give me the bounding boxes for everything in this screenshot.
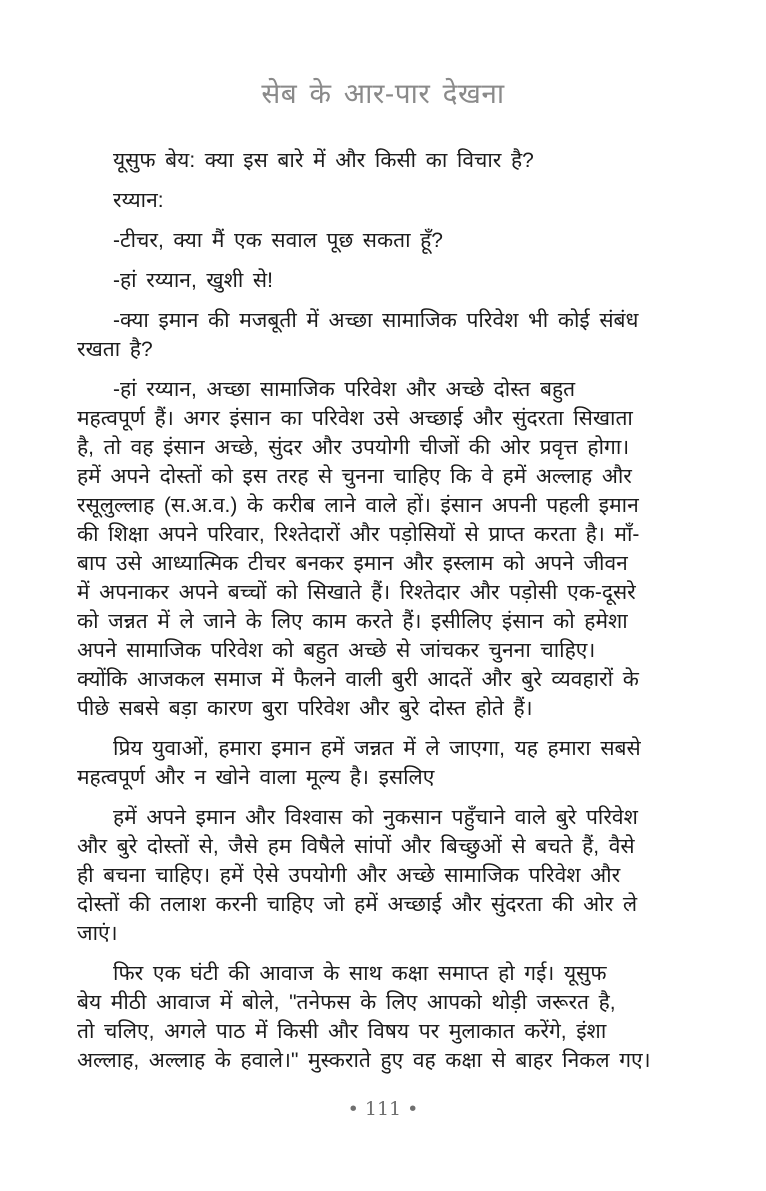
text-line: -क्या इमान की मजबूती में अच्छा सामाजिक परिवेश भी कोई संबंध	[113, 309, 639, 332]
text-line: में अपनाकर अपने बच्चों को सिखाते हैं। रिश्तेदार और पड़ोसी एक-दूसरे	[77, 581, 636, 604]
text-line: अल्लाह, अल्लाह के हवाले।" मुस्कराते हुए वह कक्षा से बाहर निकल गए।	[77, 1049, 651, 1072]
text-line: पीछे सबसे बड़ा कारण बुरा परिवेश और बुरे दोस्त होते हैं।	[77, 697, 533, 720]
text-line: क्योंकि आजकल समाज में फैलने वाली बुरी आदतें और बुरे व्यवहारों के	[77, 668, 639, 691]
paragraph	[77, 226, 689, 255]
text-line: को जन्नत में ले जाने के लिए काम करते हैं। इसीलिए इंसान को हमेशा	[77, 610, 628, 633]
text-line: महत्वपूर्ण और न खोने वाला मूल्य है। इसलिए	[77, 766, 435, 789]
paragraph	[77, 959, 689, 1075]
paragraph	[77, 306, 689, 364]
text-line: हमें अपने इमान और विश्वास को नुकसान पहुँचाने वाले बुरे परिवेश	[113, 806, 638, 829]
page-number: • 111 •	[347, 1098, 419, 1120]
text-line: हमें अपने दोस्तों को इस तरह से चुनना चाहिए कि वे हमें अल्लाह और	[77, 465, 632, 488]
text-line: दोस्तों की तलाश करनी चाहिए जो हमें अच्छाई और सुंदरता की ओर ले	[77, 893, 638, 916]
text-line: यूसुफ बेय: क्या इस बारे में और किसी का विचार है?	[113, 149, 534, 172]
text-line: प्रिय युवाओं, हमारा इमान हमें जन्नत में ले जाएगा, यह हमारा सबसे	[113, 737, 641, 760]
paragraph	[77, 375, 689, 723]
text-line: रसूलुल्लाह (स.अ.व.) के करीब लाने वाले हों। इंसान अपनी पहली इमान	[77, 494, 639, 517]
paragraph	[77, 803, 689, 948]
text-line: -टीचर, क्या मैं एक सवाल पूछ सकता हूँ?	[113, 229, 443, 252]
text-line: अपने सामाजिक परिवेश को बहुत अच्छे से जांचकर चुनना चाहिए।	[77, 639, 596, 662]
text-line: बेय मीठी आवाज में बोले, "तनेफस के लिए आपको थोड़ी जरूरत है,	[77, 991, 616, 1014]
paragraph	[77, 266, 689, 295]
text-line: -हां रय्यान, खुशी से!	[113, 269, 273, 292]
text-line: की शिक्षा अपने परिवार, रिश्तेदारों और पड़ोसियों से प्राप्त करता है। माँ-	[77, 523, 640, 546]
body-text	[77, 146, 689, 1086]
text-line: महत्वपूर्ण हैं। अगर इंसान का परिवेश उसे अच्छाई और सुंदरता सिखाता	[77, 407, 633, 430]
paragraph	[77, 186, 689, 215]
text-line: तो चलिए, अगले पाठ में किसी और विषय पर मुलाकात करेंगे, इंशा	[77, 1020, 607, 1043]
text-line: फिर एक घंटी की आवाज के साथ कक्षा समाप्त हो गई। यूसुफ	[113, 962, 607, 985]
text-line: और बुरे दोस्तों से, जैसे हम विषैले सांपों और बिच्छुओं से बचते हैं, वैसे	[77, 835, 635, 858]
text-line: रय्यान:	[113, 189, 164, 212]
text-line: बाप उसे आध्यात्मिक टीचर बनकर इमान और इस्लाम को अपने जीवन	[77, 552, 628, 575]
text-line: रखता है?	[77, 338, 153, 361]
text-line: ही बचना चाहिए। हमें ऐसे उपयोगी और अच्छे सामाजिक परिवेश और	[77, 864, 621, 887]
text-line: है, तो वह इंसान अच्छे, सुंदर और उपयोगी चीजों की ओर प्रवृत्त होगा।	[77, 436, 630, 459]
paragraph	[77, 146, 689, 175]
text-line: जाएं।	[77, 922, 118, 945]
text-line: -हां रय्यान, अच्छा सामाजिक परिवेश और अच्छे दोस्त बहुत	[113, 378, 576, 401]
paragraph	[77, 734, 689, 792]
page-title: सेब के आर-पार देखना	[261, 78, 505, 109]
